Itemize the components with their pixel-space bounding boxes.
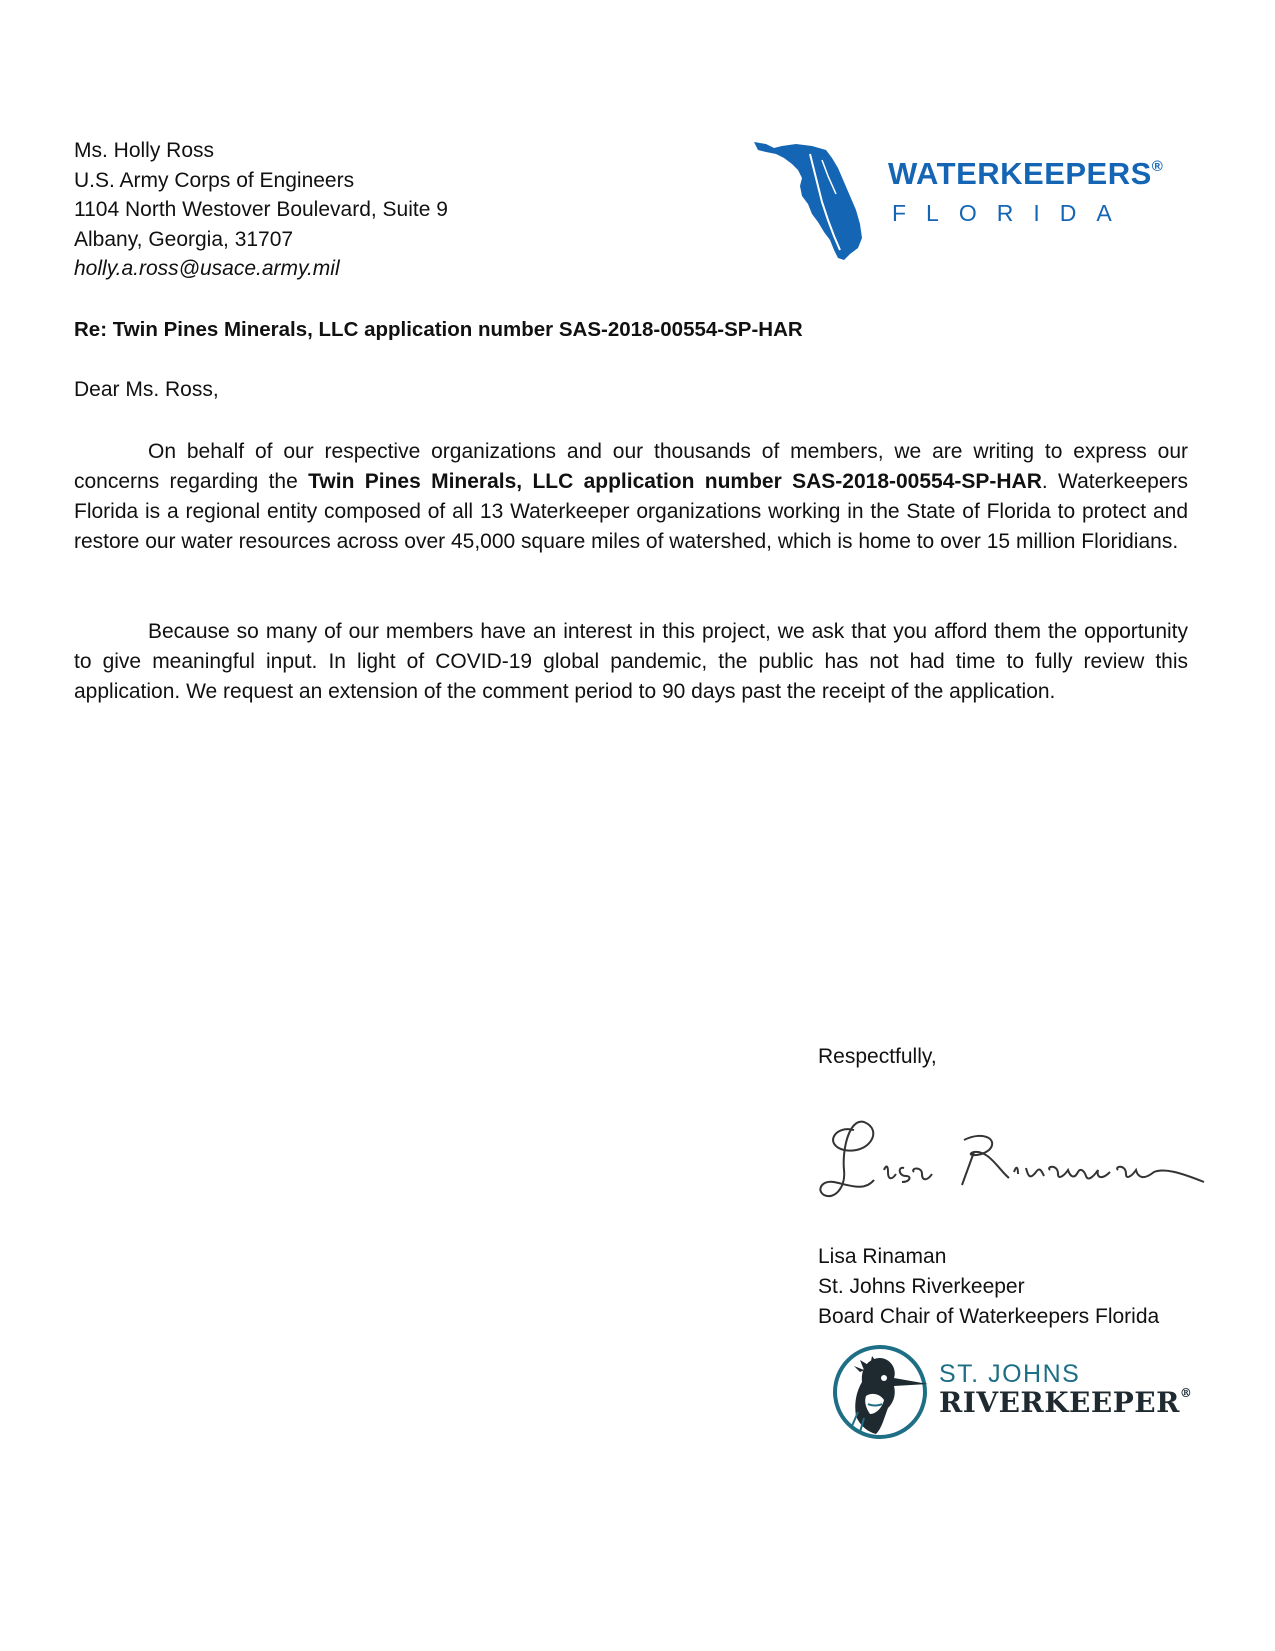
riverkeeper-registered-mark: ® (1179, 1386, 1193, 1400)
closing: Respectfully, (818, 1045, 937, 1068)
logo-line-2: RIVERKEEPER (939, 1386, 1180, 1419)
signer-name: Lisa Rinaman (818, 1245, 947, 1268)
kingfisher-bird-icon (832, 1342, 932, 1442)
salutation: Dear Ms. Ross, (74, 378, 219, 401)
logo-line-1: ST. JOHNS (939, 1360, 1081, 1388)
recipient-city: Albany, Georgia, 31707 (74, 227, 294, 251)
recipient-name: Ms. Holly Ross (74, 139, 215, 162)
florida-map-icon (752, 140, 882, 265)
body-paragraph-1 (74, 437, 1188, 557)
paragraph1-text-start: On behalf of our respective organizations and our thousands of members, we are writing to express our concerns regarding the (74, 440, 1188, 493)
paragraph1-bold-reference: Twin Pines Minerals, LLC application number SAS-2018-00554-SP-HAR (308, 470, 1042, 493)
recipient-email: holly.a.ross@usace.army.mil (74, 257, 340, 280)
signer-block (818, 1242, 1159, 1332)
waterkeepers-florida-logo (752, 140, 1172, 265)
registered-mark: ® (1151, 158, 1164, 175)
signer-title-2: Board Chair of Waterkeepers Florida (818, 1305, 1160, 1328)
subject-line: Re: Twin Pines Minerals, LLC application number SAS-2018-00554-SP-HAR (74, 318, 803, 341)
recipient-organization: U.S. Army Corps of Engineers (74, 168, 355, 192)
signer-title-1: St. Johns Riverkeeper (818, 1275, 1025, 1298)
recipient-street: 1104 North Westover Boulevard, Suite 9 (74, 198, 448, 221)
logo-subtitle: FLORIDA (892, 200, 1132, 226)
body-paragraph-2: Because so many of our members have an interest in this project, we ask that you afford them the opportunity to give meaningful input. In light of COVID-19 global pandemic, the public has not had time to fully review this application. We request an extension of the comment period to 90 days past the receipt of the application. (74, 620, 1188, 703)
st-johns-riverkeeper-logo (832, 1342, 1193, 1442)
paragraph1-text-end: . Waterkeepers Florida is a regional entity composed of all 13 Waterkeeper organizations working in the State of Florida to protect and restore our water resources across over 45,000 square miles of watershed, which is home to over 15 million Floridians. (74, 470, 1188, 553)
recipient-address (74, 136, 448, 284)
handwritten-signature (814, 1110, 1214, 1210)
logo-title: WATERKEEPERS (888, 156, 1152, 191)
